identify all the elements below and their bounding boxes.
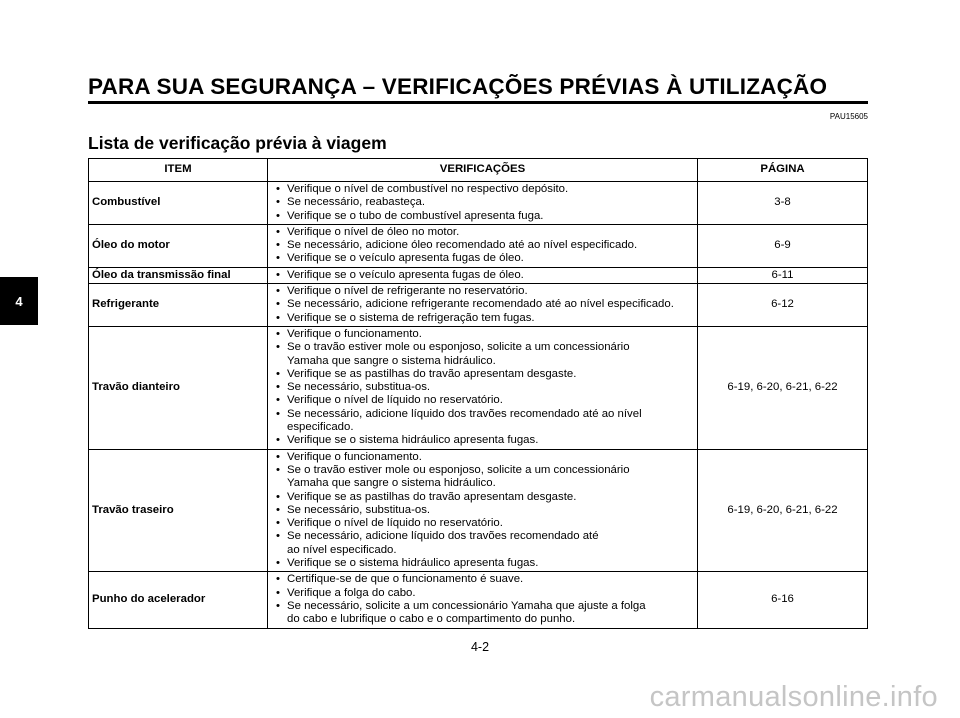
table-row — [89, 449, 868, 572]
check-item: • Verifique o funcionamento. — [272, 328, 693, 341]
item-cell: Punho do acelerador — [89, 572, 268, 628]
checks-cell — [268, 326, 698, 449]
check-item: • Se necessário, adicione óleo recomendado até ao nível especificado. — [272, 239, 693, 252]
table-row — [89, 572, 868, 628]
page-reference-cell: 6-11 — [698, 267, 868, 283]
check-item: • Verifique a folga do cabo. — [272, 587, 693, 600]
checks-cell — [268, 572, 698, 628]
check-item: • Se necessário, solicite a um concessionário Yamaha que ajuste a folga do cabo e lubrifique o cabo e o compartimento do punho. — [272, 600, 693, 627]
header-rule — [88, 101, 868, 104]
check-item: • Se necessário, substitua-os. — [272, 381, 693, 394]
page-reference-cell: 6-12 — [698, 284, 868, 327]
item-cell: Travão traseiro — [89, 449, 268, 572]
table-row — [89, 267, 868, 283]
table-row — [89, 182, 868, 225]
check-item: • Verifique se o sistema de refrigeração tem fugas. — [272, 312, 693, 325]
item-cell: Refrigerante — [89, 284, 268, 327]
check-item: • Verifique o nível de refrigerante no reservatório. — [272, 285, 693, 298]
table-row — [89, 284, 868, 327]
check-item: • Se o travão estiver mole ou esponjoso, solicite a um concessionário Yamaha que sangre o sistema hidráulico. — [272, 464, 693, 491]
page-reference-cell: 6-19, 6-20, 6-21, 6-22 — [698, 326, 868, 449]
check-item: • Verifique o nível de líquido no reservatório. — [272, 394, 693, 407]
check-item: • Verifique se o veículo apresenta fugas de óleo. — [272, 269, 693, 282]
checks-cell — [268, 449, 698, 572]
check-item: • Verifique o nível de óleo no motor. — [272, 226, 693, 239]
check-item: • Certifique-se de que o funcionamento é suave. — [272, 573, 693, 586]
page-reference-cell: 6-16 — [698, 572, 868, 628]
check-item: • Verifique se as pastilhas do travão apresentam desgaste. — [272, 368, 693, 381]
check-item: • Verifique o nível de líquido no reservatório. — [272, 517, 693, 530]
table-body — [89, 182, 868, 629]
check-item: • Se necessário, adicione refrigerante recomendado até ao nível especificado. — [272, 298, 693, 311]
check-item: • Verifique se o veículo apresenta fugas de óleo. — [272, 252, 693, 265]
check-item: • Verifique se o sistema hidráulico apresenta fugas. — [272, 434, 693, 447]
checks-cell — [268, 284, 698, 327]
check-item: • Verifique o funcionamento. — [272, 451, 693, 464]
table-row — [89, 224, 868, 267]
item-cell: Óleo do motor — [89, 224, 268, 267]
item-cell: Óleo da transmissão final — [89, 267, 268, 283]
checks-cell — [268, 224, 698, 267]
item-cell: Combustível — [89, 182, 268, 225]
doc-code: PAU15605 — [829, 112, 868, 121]
checklist-table — [88, 158, 868, 629]
column-header-item: ITEM — [89, 159, 268, 182]
item-cell: Travão dianteiro — [89, 326, 268, 449]
check-item: • Verifique se o sistema hidráulico apresenta fugas. — [272, 557, 693, 570]
page-reference-cell: 6-9 — [698, 224, 868, 267]
check-item: • Verifique se o tubo de combustível apresenta fuga. — [272, 210, 693, 223]
checks-cell — [268, 182, 698, 225]
section-title: Lista de verificação prévia à viagem — [88, 133, 387, 153]
check-item: • Verifique se as pastilhas do travão apresentam desgaste. — [272, 491, 693, 504]
check-item: • Se necessário, substitua-os. — [272, 504, 693, 517]
check-item: • Se necessário, reabasteça. — [272, 196, 693, 209]
column-header-page: PÁGINA — [698, 159, 868, 182]
checks-cell — [268, 267, 698, 283]
page-reference-cell: 6-19, 6-20, 6-21, 6-22 — [698, 449, 868, 572]
table-header-row — [89, 159, 868, 182]
table-row — [89, 326, 868, 449]
check-item: • Se necessário, adicione líquido dos travões recomendado até ao nível especificado. — [272, 408, 693, 435]
check-item: • Se o travão estiver mole ou esponjoso, solicite a um concessionário Yamaha que sangre o sistema hidráulico. — [272, 341, 693, 368]
column-header-checks: VERIFICAÇÕES — [268, 159, 698, 182]
chapter-tab: 4 — [0, 277, 38, 325]
watermark: carmanualsonline.info — [649, 681, 938, 713]
check-item: • Se necessário, adicione líquido dos travões recomendado até ao nível especificado. — [272, 530, 693, 557]
check-item: • Verifique o nível de combustível no respectivo depósito. — [272, 183, 693, 196]
page-reference-cell: 3-8 — [698, 182, 868, 225]
header-title: PARA SUA SEGURANÇA – VERIFICAÇÕES PRÉVIAS À UTILIZAÇÃO — [88, 74, 828, 99]
page-number: 4-2 — [470, 640, 490, 654]
